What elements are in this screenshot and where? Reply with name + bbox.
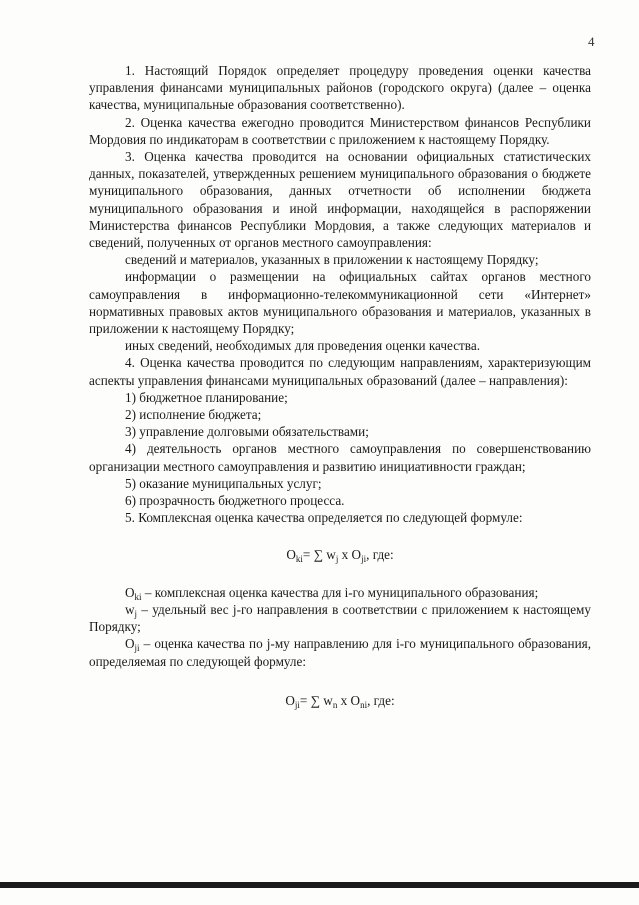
def2-text: – удельный вес j-го направления в соответствии с приложением к настоящему Порядку; [89, 601, 591, 635]
document-body [89, 62, 591, 709]
formula-direction-score [89, 692, 591, 709]
paragraph-2: 2. Оценка качества ежегодно проводится Министерством финансов Республики Мордовия по индикаторам в соответствии с приложением к настоящему Порядку. [89, 114, 591, 147]
paragraph-1: 1. Настоящий Порядок определяет процедуру проведения оценки качества управления финансами муниципальных районов (городского округа) (далее – оценка качества, муниципальные образования соответственно). [89, 63, 591, 113]
def2-sub: j [134, 608, 138, 619]
formula2-times: x O [337, 692, 361, 708]
direction-6: 6) прозрачность бюджетного процесса. [125, 493, 345, 509]
formula2-lhs-sub: ji [294, 699, 300, 710]
def3-text: – оценка качества по j-му направлению для i-го муниципального образования, определяемая по следующей формуле: [89, 636, 591, 669]
formula2-o-sub: ni [360, 699, 368, 710]
direction-3: 3) управление долговыми обязательствами; [125, 424, 369, 440]
def1-symbol: O [125, 584, 135, 600]
direction-4: 4) деятельность органов местного самоуправления по совершенствованию организации местного самоуправления и развитию инициативности граждан; [89, 441, 591, 474]
formula1-lhs: O [286, 547, 296, 563]
def1-text: – комплексная оценка качества для i-го муниципального образования; [141, 584, 539, 600]
page-number: 4 [588, 34, 595, 49]
formula1-w-sub: j [335, 554, 339, 565]
paragraph-5: 5. Комплексная оценка качества определяется по следующей формуле: [125, 510, 523, 526]
list-item-other: иных сведений, необходимых для проведения оценки качества. [125, 338, 481, 354]
formula1-times: x O [338, 547, 362, 563]
def3-sub: ji [134, 643, 140, 654]
definition-oki [89, 584, 591, 601]
formula-complex-score [89, 546, 591, 563]
formula2-lhs: O [285, 692, 295, 708]
formula1-tail: , где: [366, 547, 394, 563]
paragraph-4: 4. Оценка качества проводится по следующим направлениям, характеризующим аспекты управления финансами муниципальных образований (далее – направления): [89, 355, 591, 388]
list-item-materials: сведений и материалов, указанных в приложении к настоящему Порядку; [125, 252, 539, 268]
def2-symbol: w [125, 601, 135, 617]
direction-1: 1) бюджетное планирование; [125, 389, 288, 405]
direction-5: 5) оказание муниципальных услуг; [125, 475, 322, 491]
paragraph-3: 3. Оценка качества проводится на основании официальных статистических данных, показателей, утвержденных решением муниципального образования о бюджете муниципального образования, данных отчетности об исполнении бюджета муниципального образования и иной информации, находящейся в распоряжении Министерства финансов Республики Мордовия, а также следующих материалов и сведений, полученных от органов местного самоуправления: [89, 149, 591, 251]
def3-symbol: O [125, 636, 135, 652]
definition-wj [89, 601, 591, 635]
list-item-internet: информации о размещении на официальных сайтах органов местного самоуправления в информационно-телекоммуникационной сети «Интернет» нормативных правовых актов муниципального образования и материалов, указанных в приложении к настоящему Порядку; [89, 269, 591, 337]
scan-bottom-edge [0, 882, 639, 888]
formula2-w-sub: n [332, 699, 338, 710]
formula1-o-sub: ji [361, 554, 367, 565]
definition-oji [89, 635, 591, 669]
formula1-lhs-sub: ki [295, 554, 303, 565]
formula1-sum: = ∑ w [302, 547, 336, 563]
direction-2: 2) исполнение бюджета; [125, 407, 262, 423]
formula2-tail: , где: [367, 692, 395, 708]
def1-sub: ki [134, 591, 142, 602]
formula2-sum: = ∑ w [299, 692, 333, 708]
